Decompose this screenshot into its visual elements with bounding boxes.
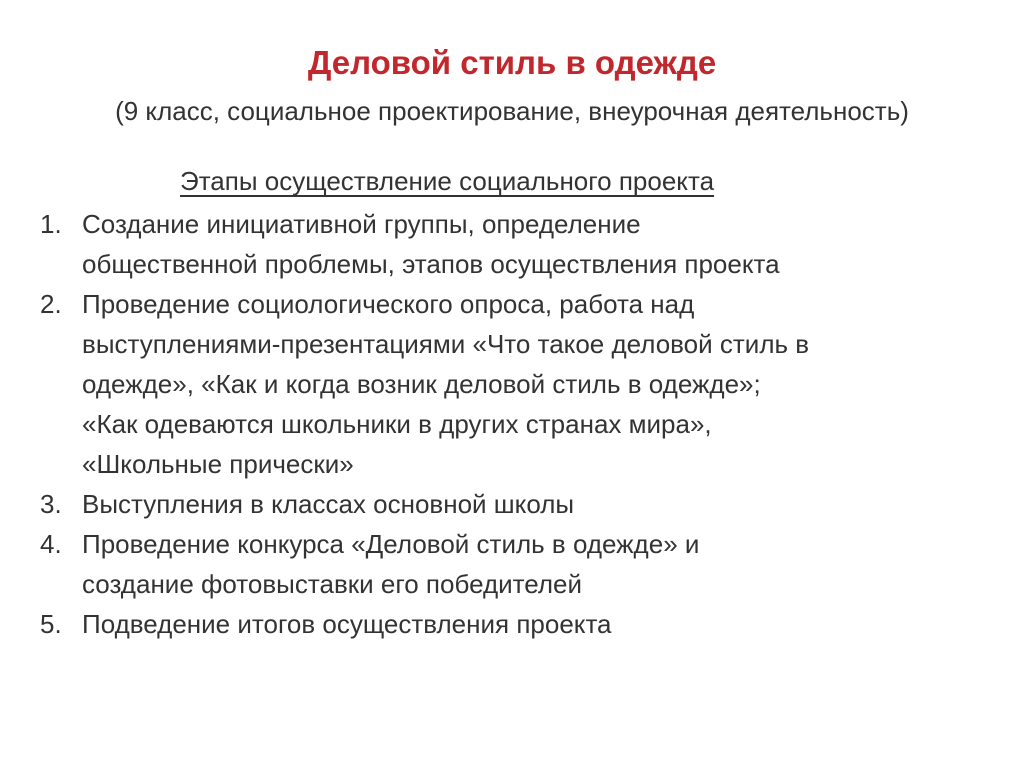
step-number: 3. [40,489,62,519]
list-heading: Этапы осуществление социального проекта [180,166,715,196]
page-subtitle: (9 класс, социальное проектирование, внеурочная деятельность) [115,96,909,126]
step-number: 2. [40,289,62,319]
list-item [40,524,980,604]
list-item [40,604,980,644]
step-text: одежде», «Как и когда возник деловой стиль в одежде»; [82,369,761,399]
step-text: «Как одеваются школьники в других странах мира», [82,409,712,439]
step-text: общественной проблемы, этапов осуществления проекта [82,249,780,279]
step-text: Подведение итогов осуществления проекта [82,609,612,639]
step-text: Выступления в классах основной школы [82,489,575,519]
step-text: создание фотовыставки его победителей [82,569,583,599]
step-number: 5. [40,609,62,639]
list-item [40,204,980,284]
step-text: Проведение конкурса «Деловой стиль в одежде» и [82,529,700,559]
step-text: «Школьные прически» [82,449,354,479]
page-title: Деловой стиль в одежде [307,44,717,81]
step-text: Проведение социологического опроса, работа над [82,289,695,319]
steps-list [40,204,980,644]
step-number: 4. [40,529,62,559]
step-text: выступлениями-презентациями «Что такое деловой стиль в [82,329,810,359]
list-item [40,284,980,484]
list-item [40,484,980,524]
step-text: Создание инициативной группы, определение [82,209,641,239]
step-number: 1. [40,209,62,239]
